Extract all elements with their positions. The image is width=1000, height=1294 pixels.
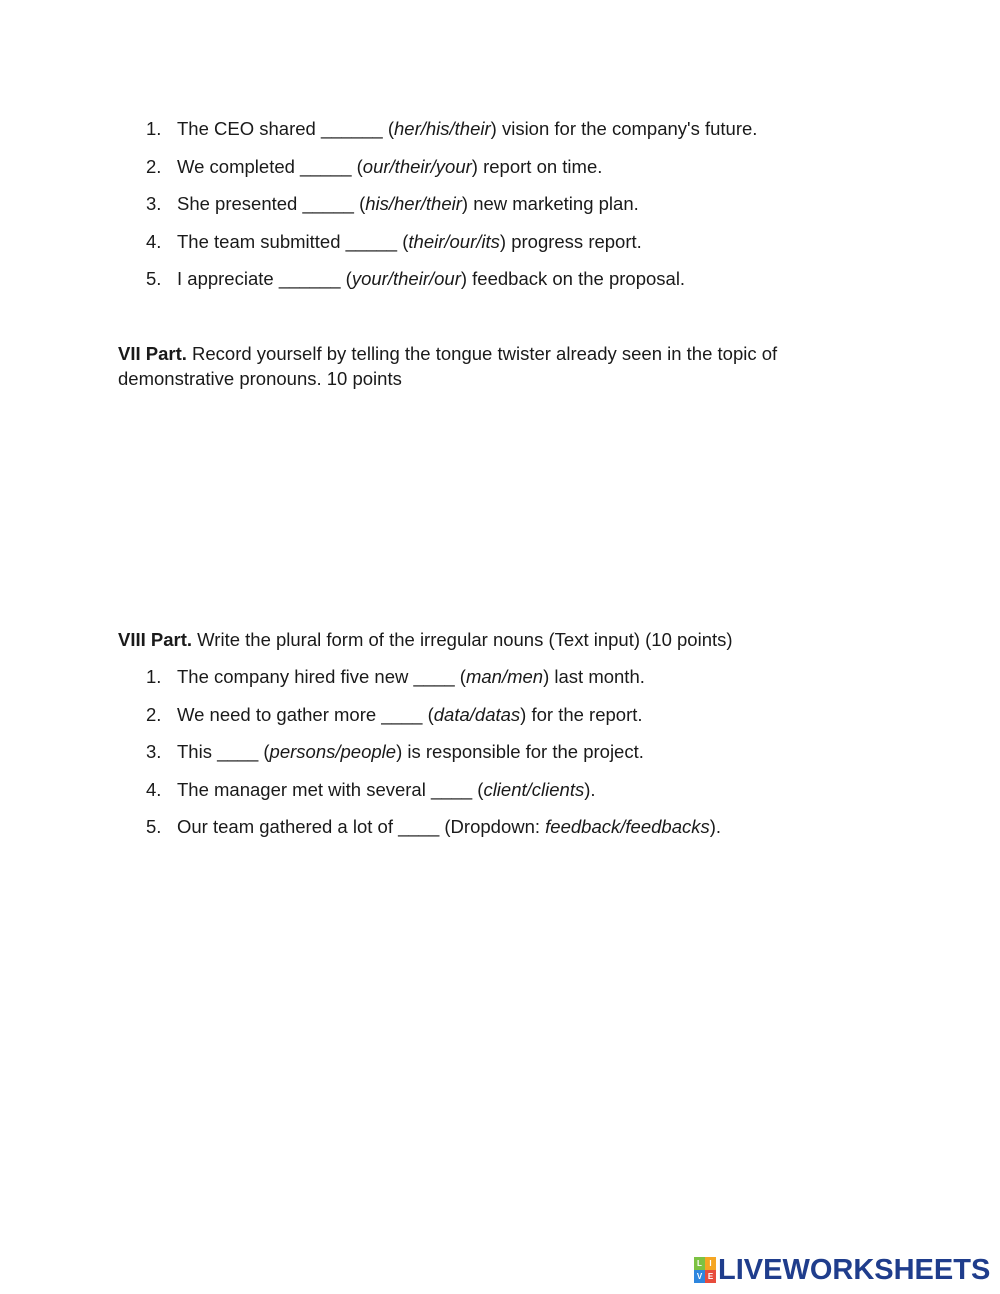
logo-mark-icon bbox=[694, 1257, 716, 1283]
item-number: 3. bbox=[146, 741, 162, 763]
logo-text: LIVEWORKSHEETS bbox=[718, 1254, 991, 1286]
logo-mark-cell: I bbox=[705, 1257, 716, 1270]
item-text: Our team gathered a lot of ____ (Dropdown: feedback/feedbacks). bbox=[177, 816, 722, 838]
part-eight-text: Write the plural form of the irregular nouns (Text input) (10 points) bbox=[192, 629, 733, 650]
item-number: 4. bbox=[146, 778, 162, 800]
item-number: 4. bbox=[146, 230, 162, 252]
item-text: This ____ (persons/people) is responsible for the project. bbox=[177, 741, 644, 763]
part-seven-heading: VII Part. bbox=[118, 343, 187, 364]
item-options: persons/people bbox=[269, 741, 397, 763]
logo-mark-cell: E bbox=[705, 1270, 716, 1283]
item-options: their/our/its bbox=[408, 230, 500, 252]
part-seven-text: Record yourself by telling the tongue twister already seen in the topic of demonstrative pronouns. 10 points bbox=[118, 343, 778, 389]
item-number: 5. bbox=[146, 268, 162, 290]
item-text: The team submitted _____ (their/our/its) progress report. bbox=[177, 230, 642, 252]
item-number: 2. bbox=[146, 703, 162, 725]
item-options: your/their/our bbox=[351, 268, 461, 290]
item-options: data/datas bbox=[433, 703, 521, 725]
item-text: We completed _____ (our/their/your) report on time. bbox=[177, 155, 603, 177]
part-eight-heading: VIII Part. bbox=[118, 629, 193, 650]
liveworksheets-logo bbox=[694, 1255, 990, 1285]
part-seven-instructions bbox=[118, 342, 858, 391]
item-options: client/clients bbox=[483, 778, 585, 800]
item-text: The manager met with several ____ (client/clients). bbox=[177, 778, 596, 800]
logo-mark-cell: L bbox=[694, 1257, 705, 1270]
item-number: 3. bbox=[146, 193, 162, 215]
item-text: We need to gather more ____ (data/datas) for the report. bbox=[177, 703, 643, 725]
part-eight-instructions bbox=[118, 628, 858, 653]
item-number: 2. bbox=[146, 155, 162, 177]
item-options: his/her/their bbox=[365, 193, 462, 215]
item-options: our/their/your bbox=[362, 155, 472, 177]
item-number: 1. bbox=[146, 118, 162, 139]
item-options: her/his/their bbox=[394, 118, 491, 139]
item-number: 5. bbox=[146, 816, 162, 838]
item-text: The CEO shared ______ (her/his/their) vision for the company's future. bbox=[177, 118, 758, 139]
item-options: feedback/feedbacks bbox=[545, 816, 710, 838]
item-number: 1. bbox=[146, 666, 162, 687]
item-text: She presented _____ (his/her/their) new marketing plan. bbox=[177, 193, 639, 215]
item-text: The company hired five new ____ (man/men) last month. bbox=[177, 666, 645, 687]
item-options: man/men bbox=[465, 666, 544, 687]
logo-mark-cell: V bbox=[694, 1270, 705, 1283]
item-text: I appreciate ______ (your/their/our) feedback on the proposal. bbox=[177, 268, 686, 290]
